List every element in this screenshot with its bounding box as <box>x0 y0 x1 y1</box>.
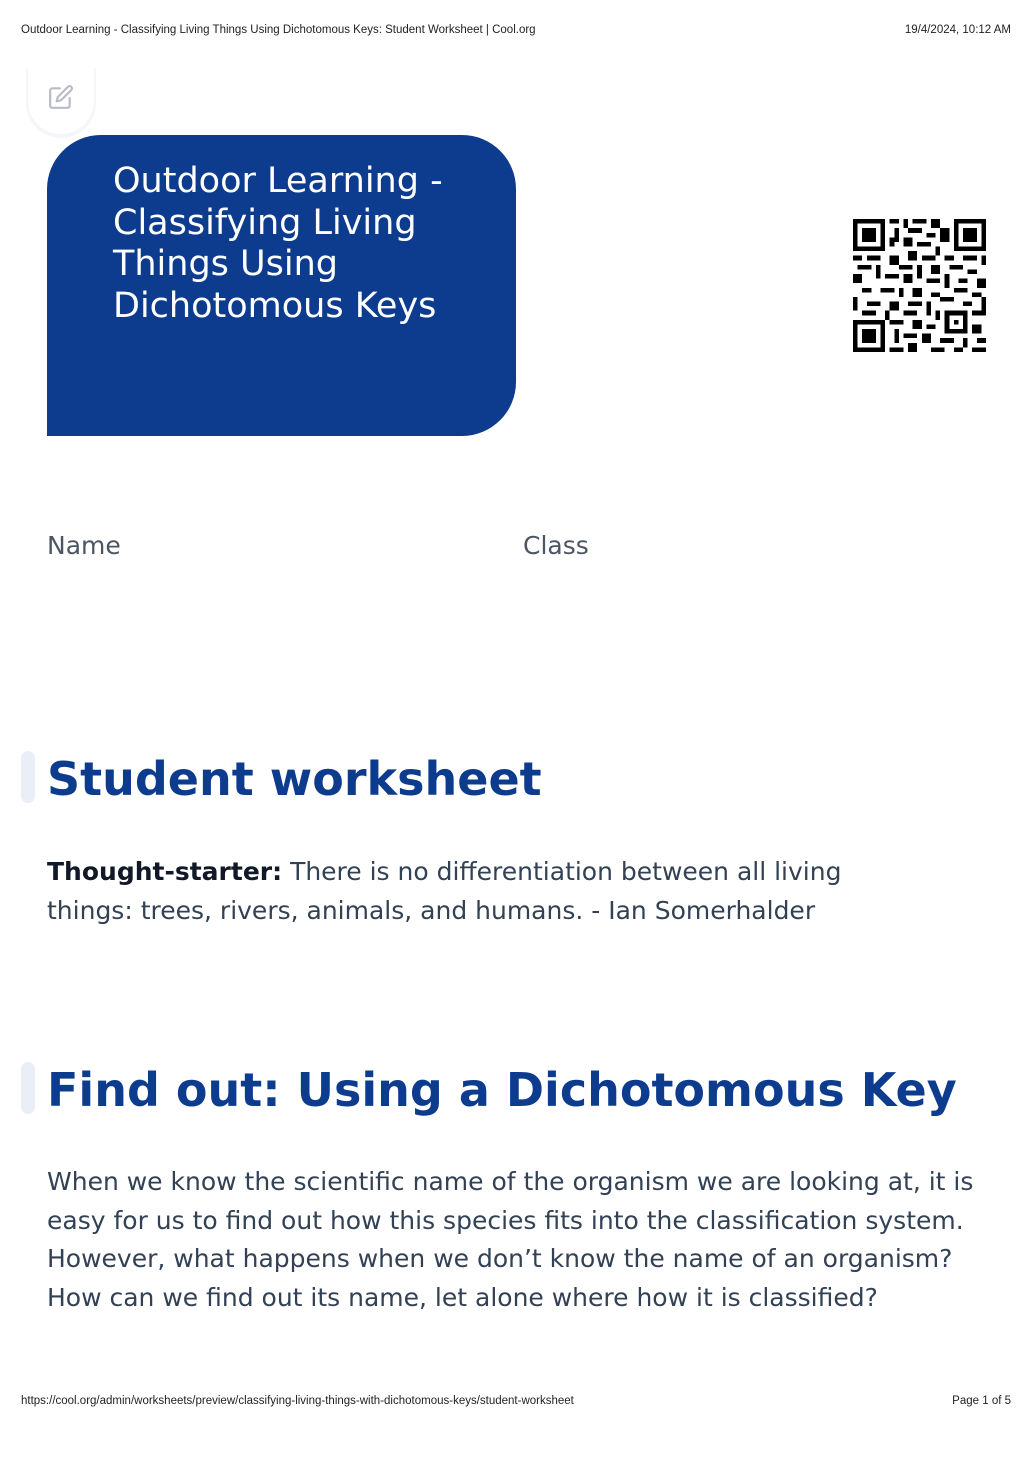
print-url: https://cool.org/admin/worksheets/preview/classifying-living-things-with-dichotomous-keys/student-worksheet <box>21 1395 574 1407</box>
class-field-label: Class <box>523 531 589 560</box>
thought-starter-quote: There is no differentiation between all living things: trees, rivers, animals, and humans. - Ian Somerhalder <box>47 857 842 925</box>
find-out-paragraph: When we know the scientific name of the organism we are looking at, it is easy for us to find out how this species fits into the classification system. However, what happens when we don’t know the name of an organism? How can we find out its name, let alone where how it is classified? <box>47 1167 974 1313</box>
section-heading-student-worksheet: Student worksheet <box>47 752 542 806</box>
edit-button[interactable] <box>28 68 94 134</box>
title-card <box>47 135 516 436</box>
section-accent-bar <box>21 751 35 803</box>
worksheet-title: Outdoor Learning - Classifying Living Things Using Dichotomous Keys <box>113 161 443 326</box>
print-page-title: Outdoor Learning - Classifying Living Things Using Dichotomous Keys: Student Worksheet | Cool.org <box>21 24 536 36</box>
print-header <box>0 24 1028 40</box>
thought-starter-label: Thought-starter: <box>47 857 283 886</box>
edit-tab[interactable] <box>26 68 96 138</box>
print-footer <box>0 1395 1028 1411</box>
name-field-label: Name <box>47 531 121 560</box>
edit-icon <box>48 88 74 114</box>
qr-code-icon <box>853 219 986 352</box>
section-heading-find-out: Find out: Using a Dichotomous Key <box>47 1063 957 1117</box>
print-page-indicator: Page 1 of 5 <box>952 1395 1011 1407</box>
thought-starter-paragraph <box>47 853 927 930</box>
section-accent-bar <box>21 1062 35 1114</box>
print-datetime: 19/4/2024, 10:12 AM <box>904 24 1011 36</box>
